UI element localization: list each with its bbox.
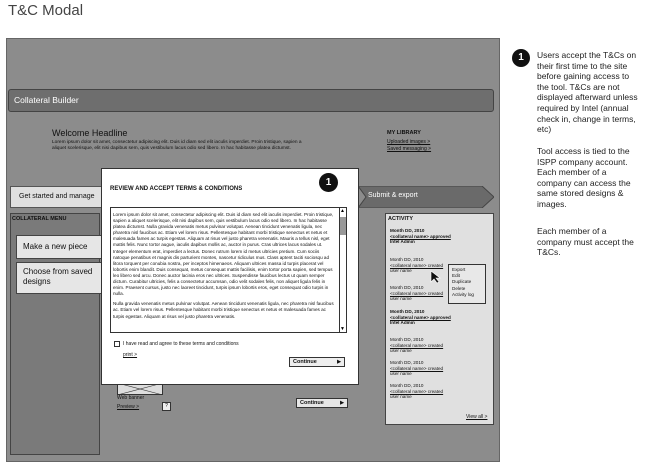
- activity-entry: [390, 309, 480, 326]
- modal-title: REVIEW AND ACCEPT TERMS & CONDITIONS: [110, 186, 243, 192]
- cursor-arrow-icon: [430, 270, 442, 284]
- annotation-badge: 1: [319, 173, 338, 192]
- step-get-started[interactable]: Get started and manage: [10, 186, 105, 208]
- activity-date: Month DD, 2010: [390, 228, 425, 233]
- terms-paragraph: Nulla gravida venenatis metus pulvinar volutpat. Aenean tincidunt venenatis ligula, nec pharetra nisl faucibus ac. Etiam vel lorem risus. Pellentesque habitant morbi tristique senectus et netus et malesuada fames ac turpis egestas. Aliquam at risus vel justo pharetra venenatis.: [113, 301, 334, 319]
- play-arrow-icon: ▶: [337, 359, 341, 365]
- activity-user: user name: [390, 296, 412, 302]
- continue-label: Continue: [293, 359, 317, 365]
- activity-action-link[interactable]: <collateral name> approved: [390, 314, 451, 320]
- activity-entry: [390, 360, 480, 377]
- step-submit-export[interactable]: [358, 186, 494, 208]
- note-badge: 1: [512, 49, 530, 67]
- activity-user: user name: [390, 371, 412, 377]
- menu-item-export[interactable]: Export: [452, 267, 466, 272]
- activity-date: Month DD, 2010: [390, 257, 424, 262]
- menu-item-duplicate[interactable]: Duplicate: [452, 279, 472, 285]
- note-text-3: Each member of a company must accept the T&Cs.: [537, 226, 634, 258]
- activity-entry: [390, 383, 480, 400]
- background-continue-button[interactable]: [296, 398, 348, 408]
- activity-user: user name: [390, 268, 412, 274]
- activity-date: Month DD, 2010: [390, 285, 424, 290]
- menu-item-edit[interactable]: Edit: [452, 273, 460, 279]
- activity-user: user name: [390, 348, 412, 354]
- activity-action-link[interactable]: <collateral name> created: [390, 290, 444, 296]
- page-title: T&C Modal: [8, 2, 84, 19]
- help-button[interactable]: ?: [162, 402, 171, 411]
- activity-action-link[interactable]: <collateral name> approved: [390, 233, 451, 239]
- menu-item-activity-log[interactable]: Activity log: [452, 291, 474, 297]
- activity-entry: [390, 337, 480, 354]
- view-all-link[interactable]: View all >: [466, 414, 488, 420]
- activity-date: Month DD, 2010: [390, 337, 424, 342]
- activity-action-link[interactable]: <collateral name> created: [390, 365, 444, 371]
- background-continue-label: Continue: [300, 400, 324, 406]
- saved-messaging-link[interactable]: Saved messaging >: [387, 146, 432, 152]
- agree-checkbox[interactable]: [114, 341, 120, 347]
- step-submit-label: Submit & export: [368, 192, 418, 199]
- terms-scrollbar[interactable]: [339, 208, 346, 332]
- uploaded-images-link[interactable]: Uploaded images >: [387, 139, 431, 145]
- activity-user: Intel Admin: [390, 239, 415, 245]
- terms-paragraph: Lorem ipsum dolor sit amet, consectetur adipiscing elit. Duis id diam sed elit iaculis imperdiet. Proin tristique, sapien a aliquet scelerisque, elit nisi dapibus sem, quis vestibulum lacus odio sed libero. In hac habitasse platea dictumst. Nulla gravida venenatis metus pulvinar volutpat. Aenean tincidunt venenatis ligula, nec pharetra nisl faucibus ac. Etiam vel lorem risus. Pellentesque habitant morbi tristique senectus et netus et malesuada fames ac turpis egestas. Aliquam at risus vel justo pharetra venenatis. Mauris a tellus nisl, eget mattis felis. Nunc tortor augue, iaculis dapibus mollis ac, auctor in purus. Cras ultrices lacus sodales ut. Integer elementum erat, imperdiet a lectus. Donec rutrum lorem id metus ultricies pretium. Cum sociis natoque penatibus et magnis dis parturient montes, nascetur ridiculus mus. Class aptent taciti sociosqu ad litora torquent per conubia nostra, per inceptos himenaeos. Aliquam ultrices massa id turpis placerat vel lobortis enim blandit. Duis consequat, metus consequat mattis facilisis, enim tortor porta sapien, sed tempus leo libero sed arcu. Donec auctor lacinia eros nec ultrices. Suspendisse faucibus lectus ut quam semper dictum. Curabitur ultricies, felis a consectetur accumsan, odio velit sodales felis, non aliquet ligula felis in enim. Praesent cursus, justo nec laoreet tincidunt, turpis ipsum lobortis eros, eget consequat odio turpis in nulla.: [113, 212, 334, 297]
- activity-action-link[interactable]: <collateral name> created: [390, 262, 444, 268]
- activity-user: user name: [390, 394, 412, 400]
- welcome-body: Lorem ipsum dolor sit amet, consectetur adipiscing elit. Duis id diam sed elit iaculis imperdiet. Proin tristique, sapien a aliquet scelerisque, elit nisi dapibus sem, quis vestibulum lacus odio sed libero. In hac habitasse platea dictumst.: [52, 140, 302, 151]
- continue-button[interactable]: [289, 357, 345, 367]
- welcome-headline: Welcome Headline: [52, 128, 128, 138]
- collateral-menu-title: COLLATERAL MENU: [12, 216, 67, 222]
- scroll-down-icon[interactable]: ▼: [340, 326, 345, 332]
- activity-date: Month DD, 2010: [390, 360, 424, 365]
- web-banner-label: Web banner: [117, 395, 145, 401]
- activity-action-link[interactable]: <collateral name> created: [390, 342, 444, 348]
- preview-link[interactable]: Preview >: [117, 404, 140, 410]
- terms-text: [113, 212, 336, 324]
- activity-entry: [390, 228, 480, 245]
- note-text-2: Tool access is tied to the ISPP company account. Each member of a company can access the same stored designs & images.: [537, 146, 631, 209]
- activity-date: Month DD, 2010: [390, 309, 425, 314]
- note-text-1: Users accept the T&Cs on their first time to the site before gaining access to the tool. T&Cs are not displayed afterward unless required by Intel (annual check in, change in terms, etc): [537, 50, 638, 135]
- make-new-piece-button[interactable]: Make a new piece: [16, 235, 102, 259]
- activity-title: ACTIVITY: [388, 216, 414, 222]
- library-title: MY LIBRARY: [387, 130, 421, 136]
- activity-date: Month DD, 2010: [390, 383, 424, 388]
- scroll-up-icon[interactable]: ▲: [340, 208, 345, 214]
- activity-user: Intel Admin: [390, 320, 415, 326]
- agree-label: I have read and agree to these terms and conditions: [123, 341, 239, 347]
- choose-saved-designs-button[interactable]: Choose from saved designs: [16, 262, 102, 294]
- play-arrow-icon: ▶: [340, 400, 344, 406]
- scroll-thumb[interactable]: [340, 217, 346, 235]
- app-title-bar: Collateral Builder: [8, 89, 494, 112]
- menu-item-delete[interactable]: Delete: [452, 285, 466, 291]
- activity-context-menu: [448, 264, 486, 304]
- activity-action-link[interactable]: <collateral name> created: [390, 388, 444, 394]
- print-link[interactable]: print >: [123, 352, 138, 358]
